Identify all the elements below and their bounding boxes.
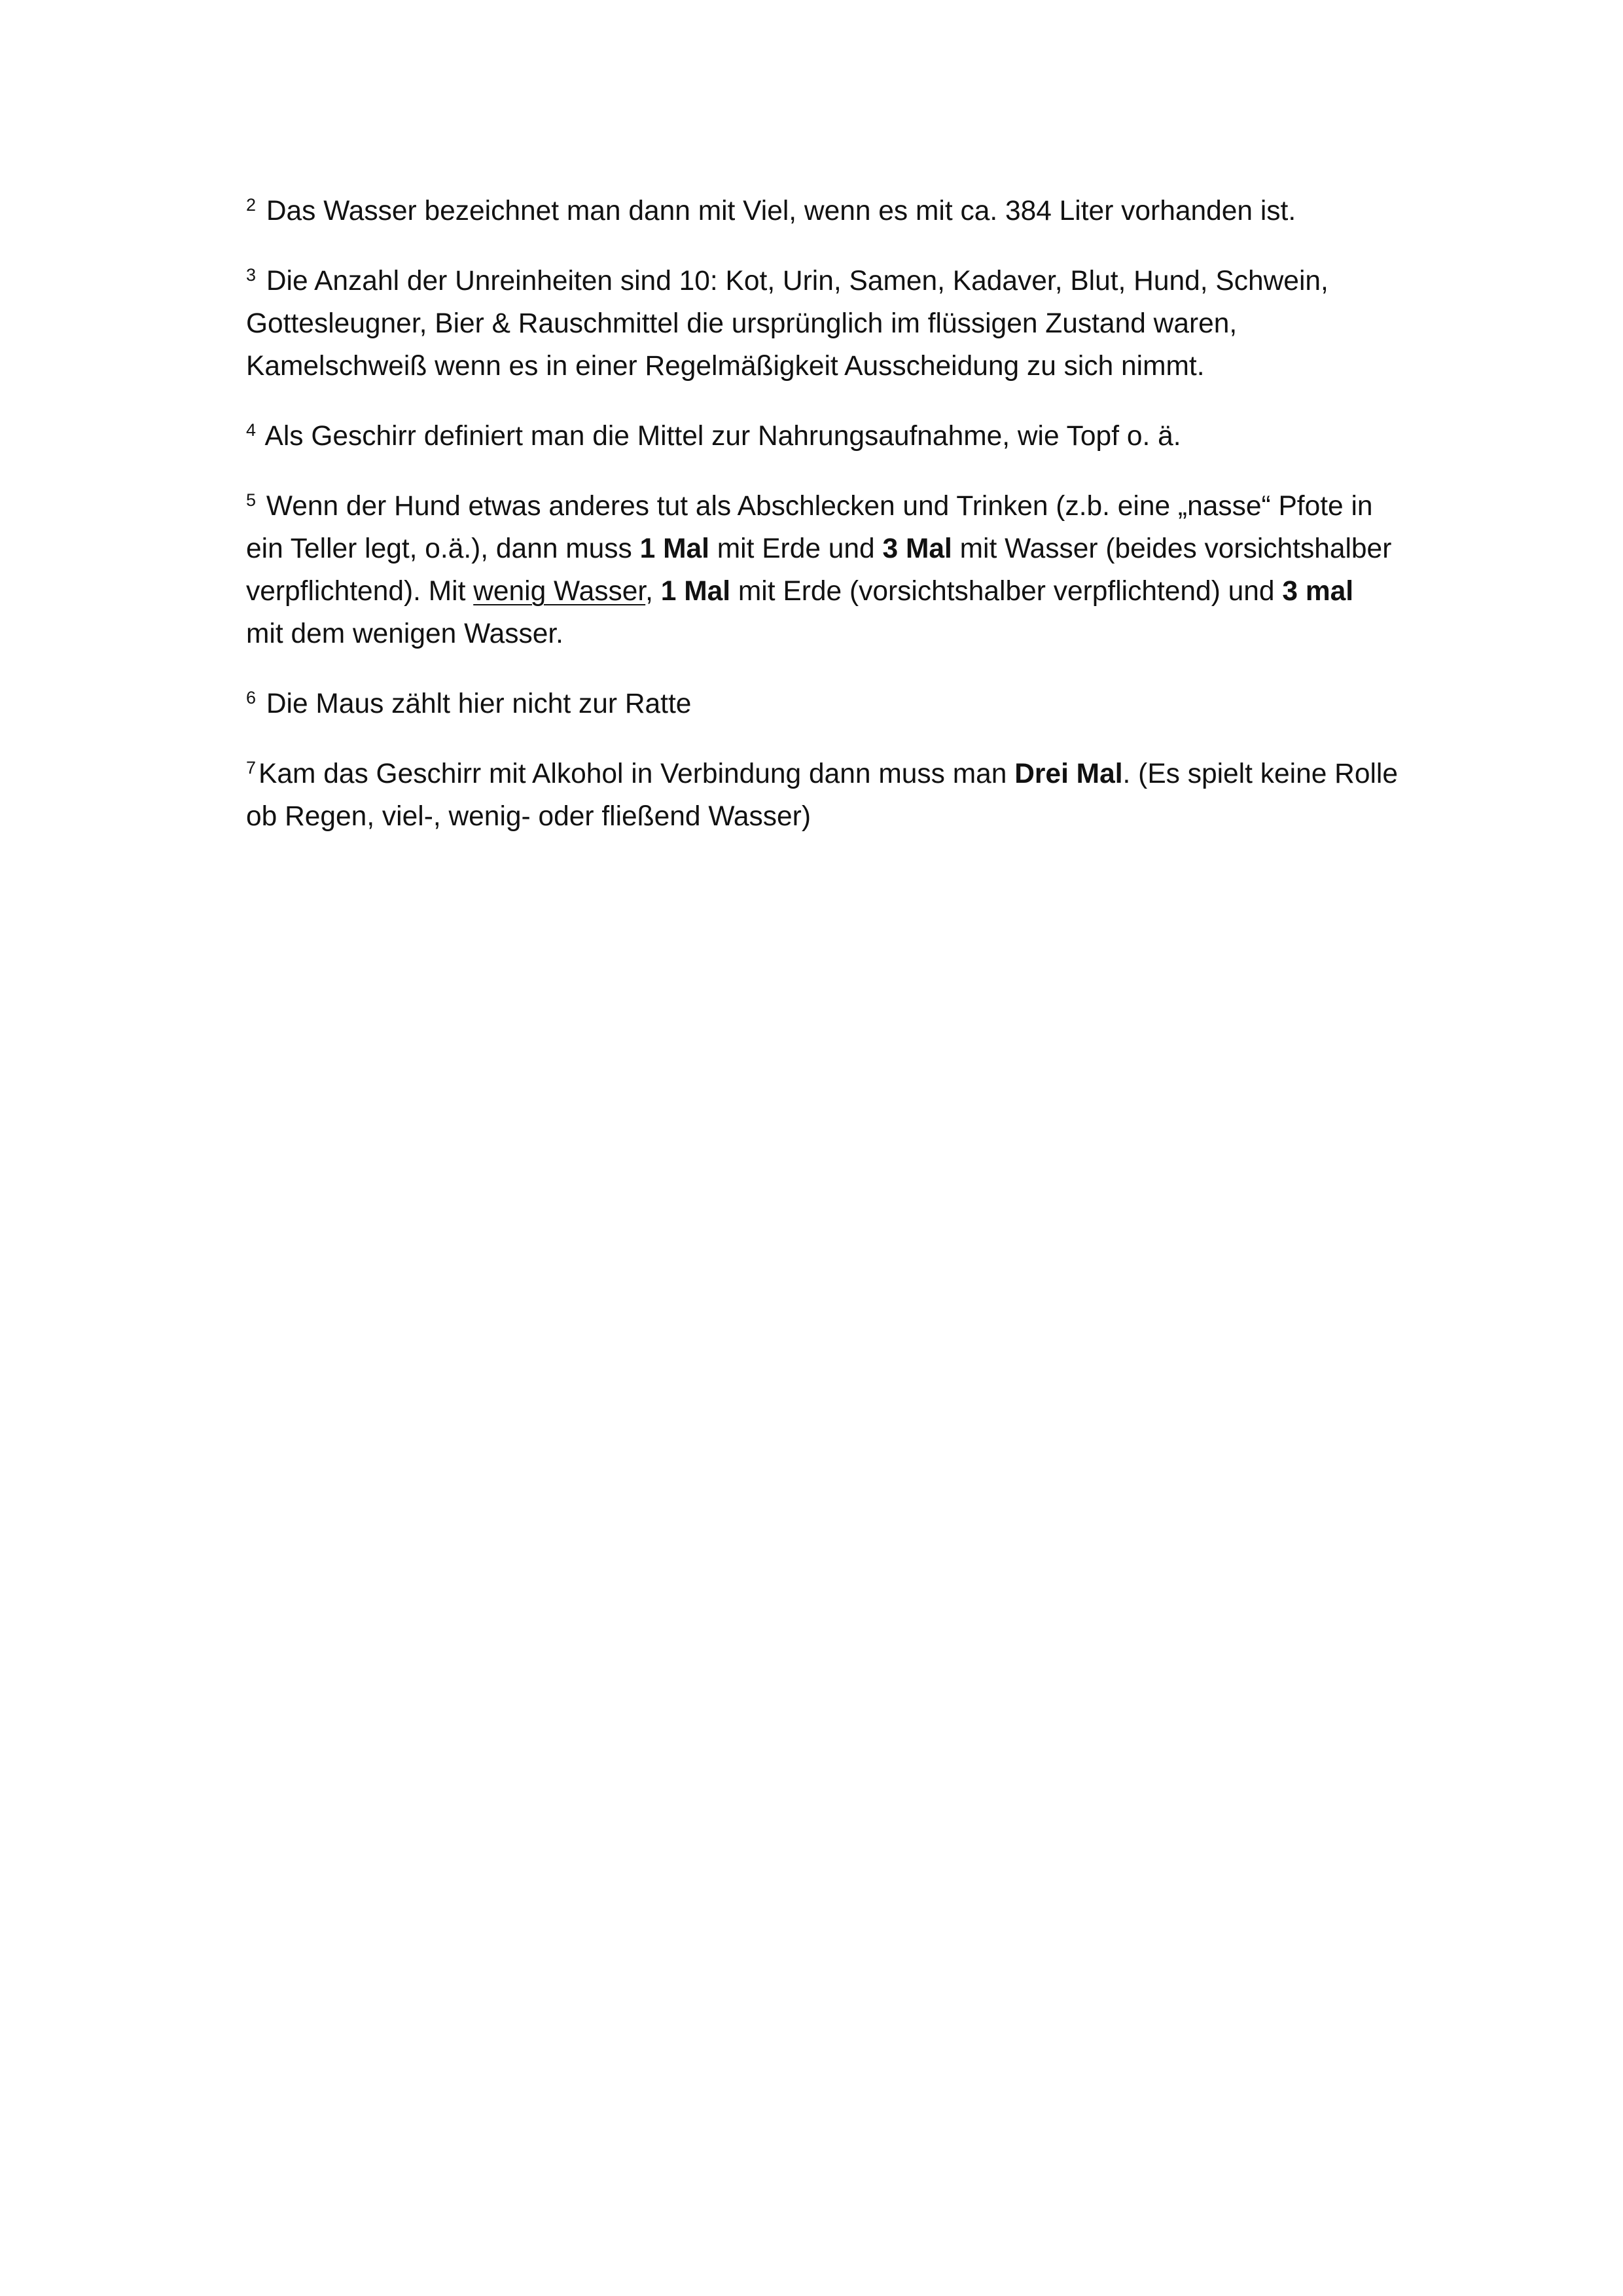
footnote-number: 4 bbox=[246, 420, 257, 440]
footnote-text: , bbox=[645, 576, 661, 607]
emphasis-bold: 1 Mal bbox=[660, 576, 731, 607]
emphasis-underline: wenig Wasser bbox=[473, 576, 646, 607]
footnote-number: 7 bbox=[246, 758, 257, 778]
footnote-number: 2 bbox=[246, 195, 257, 215]
footnote-text: Als Geschirr definiert man die Mittel zur Nahrungsaufnahme, wie Topf o. ä. bbox=[264, 421, 1181, 452]
emphasis-bold: 3 mal bbox=[1282, 576, 1354, 607]
footnote-2 bbox=[246, 190, 1398, 232]
emphasis-bold: Drei Mal bbox=[1014, 759, 1123, 789]
emphasis-bold: 3 Mal bbox=[882, 533, 952, 564]
footnote-text: Die Anzahl der Unreinheiten sind 10: Kot, Urin, Samen, Kadaver, Blut, Hund, Schwein, Gottesleugner, Bier & Rauschmittel die ursprünglich im flüssigen Zustand waren, Kamelschweiß wenn es in einer Regelmäßigkeit Ausscheidung zu sich nimmt. bbox=[246, 266, 1329, 382]
footnote-text: . (Es spielt keine Rolle ob Regen, viel-, wenig- oder fließend Wasser) bbox=[246, 759, 1399, 832]
footnote-6 bbox=[246, 683, 1398, 725]
footnote-3 bbox=[246, 260, 1398, 387]
footnotes-list bbox=[246, 190, 1398, 865]
footnote-text: mit Erde (vorsichtshalber verpflichtend) und bbox=[730, 576, 1283, 607]
footnote-text: mit Erde und bbox=[709, 533, 883, 564]
footnote-text: mit Wasser (beides vorsichtshalber verpflichtend). Mit bbox=[246, 533, 1392, 607]
footnote-text: mit dem wenigen Wasser. bbox=[246, 576, 1369, 649]
footnote-5 bbox=[246, 485, 1398, 655]
emphasis-bold: 1 Mal bbox=[639, 533, 709, 564]
footnote-text: Wenn der Hund etwas anderes tut als Abschlecken und Trinken (z.b. eine „nasse“ Pfote in ein Teller legt, o.ä.), dann muss bbox=[246, 491, 1373, 564]
footnote-text: Die Maus zählt hier nicht zur Ratte bbox=[266, 689, 692, 719]
footnote-number: 6 bbox=[246, 688, 257, 708]
footnote-text: Kam das Geschirr mit Alkohol in Verbindung dann muss man bbox=[259, 759, 1015, 789]
footnote-number: 3 bbox=[246, 265, 257, 285]
footnote-7 bbox=[246, 753, 1398, 838]
footnote-4 bbox=[246, 415, 1398, 457]
footnote-text: Das Wasser bezeichnet man dann mit Viel, wenn es mit ca. 384 Liter vorhanden ist. bbox=[266, 196, 1296, 226]
footnote-number: 5 bbox=[246, 490, 257, 510]
